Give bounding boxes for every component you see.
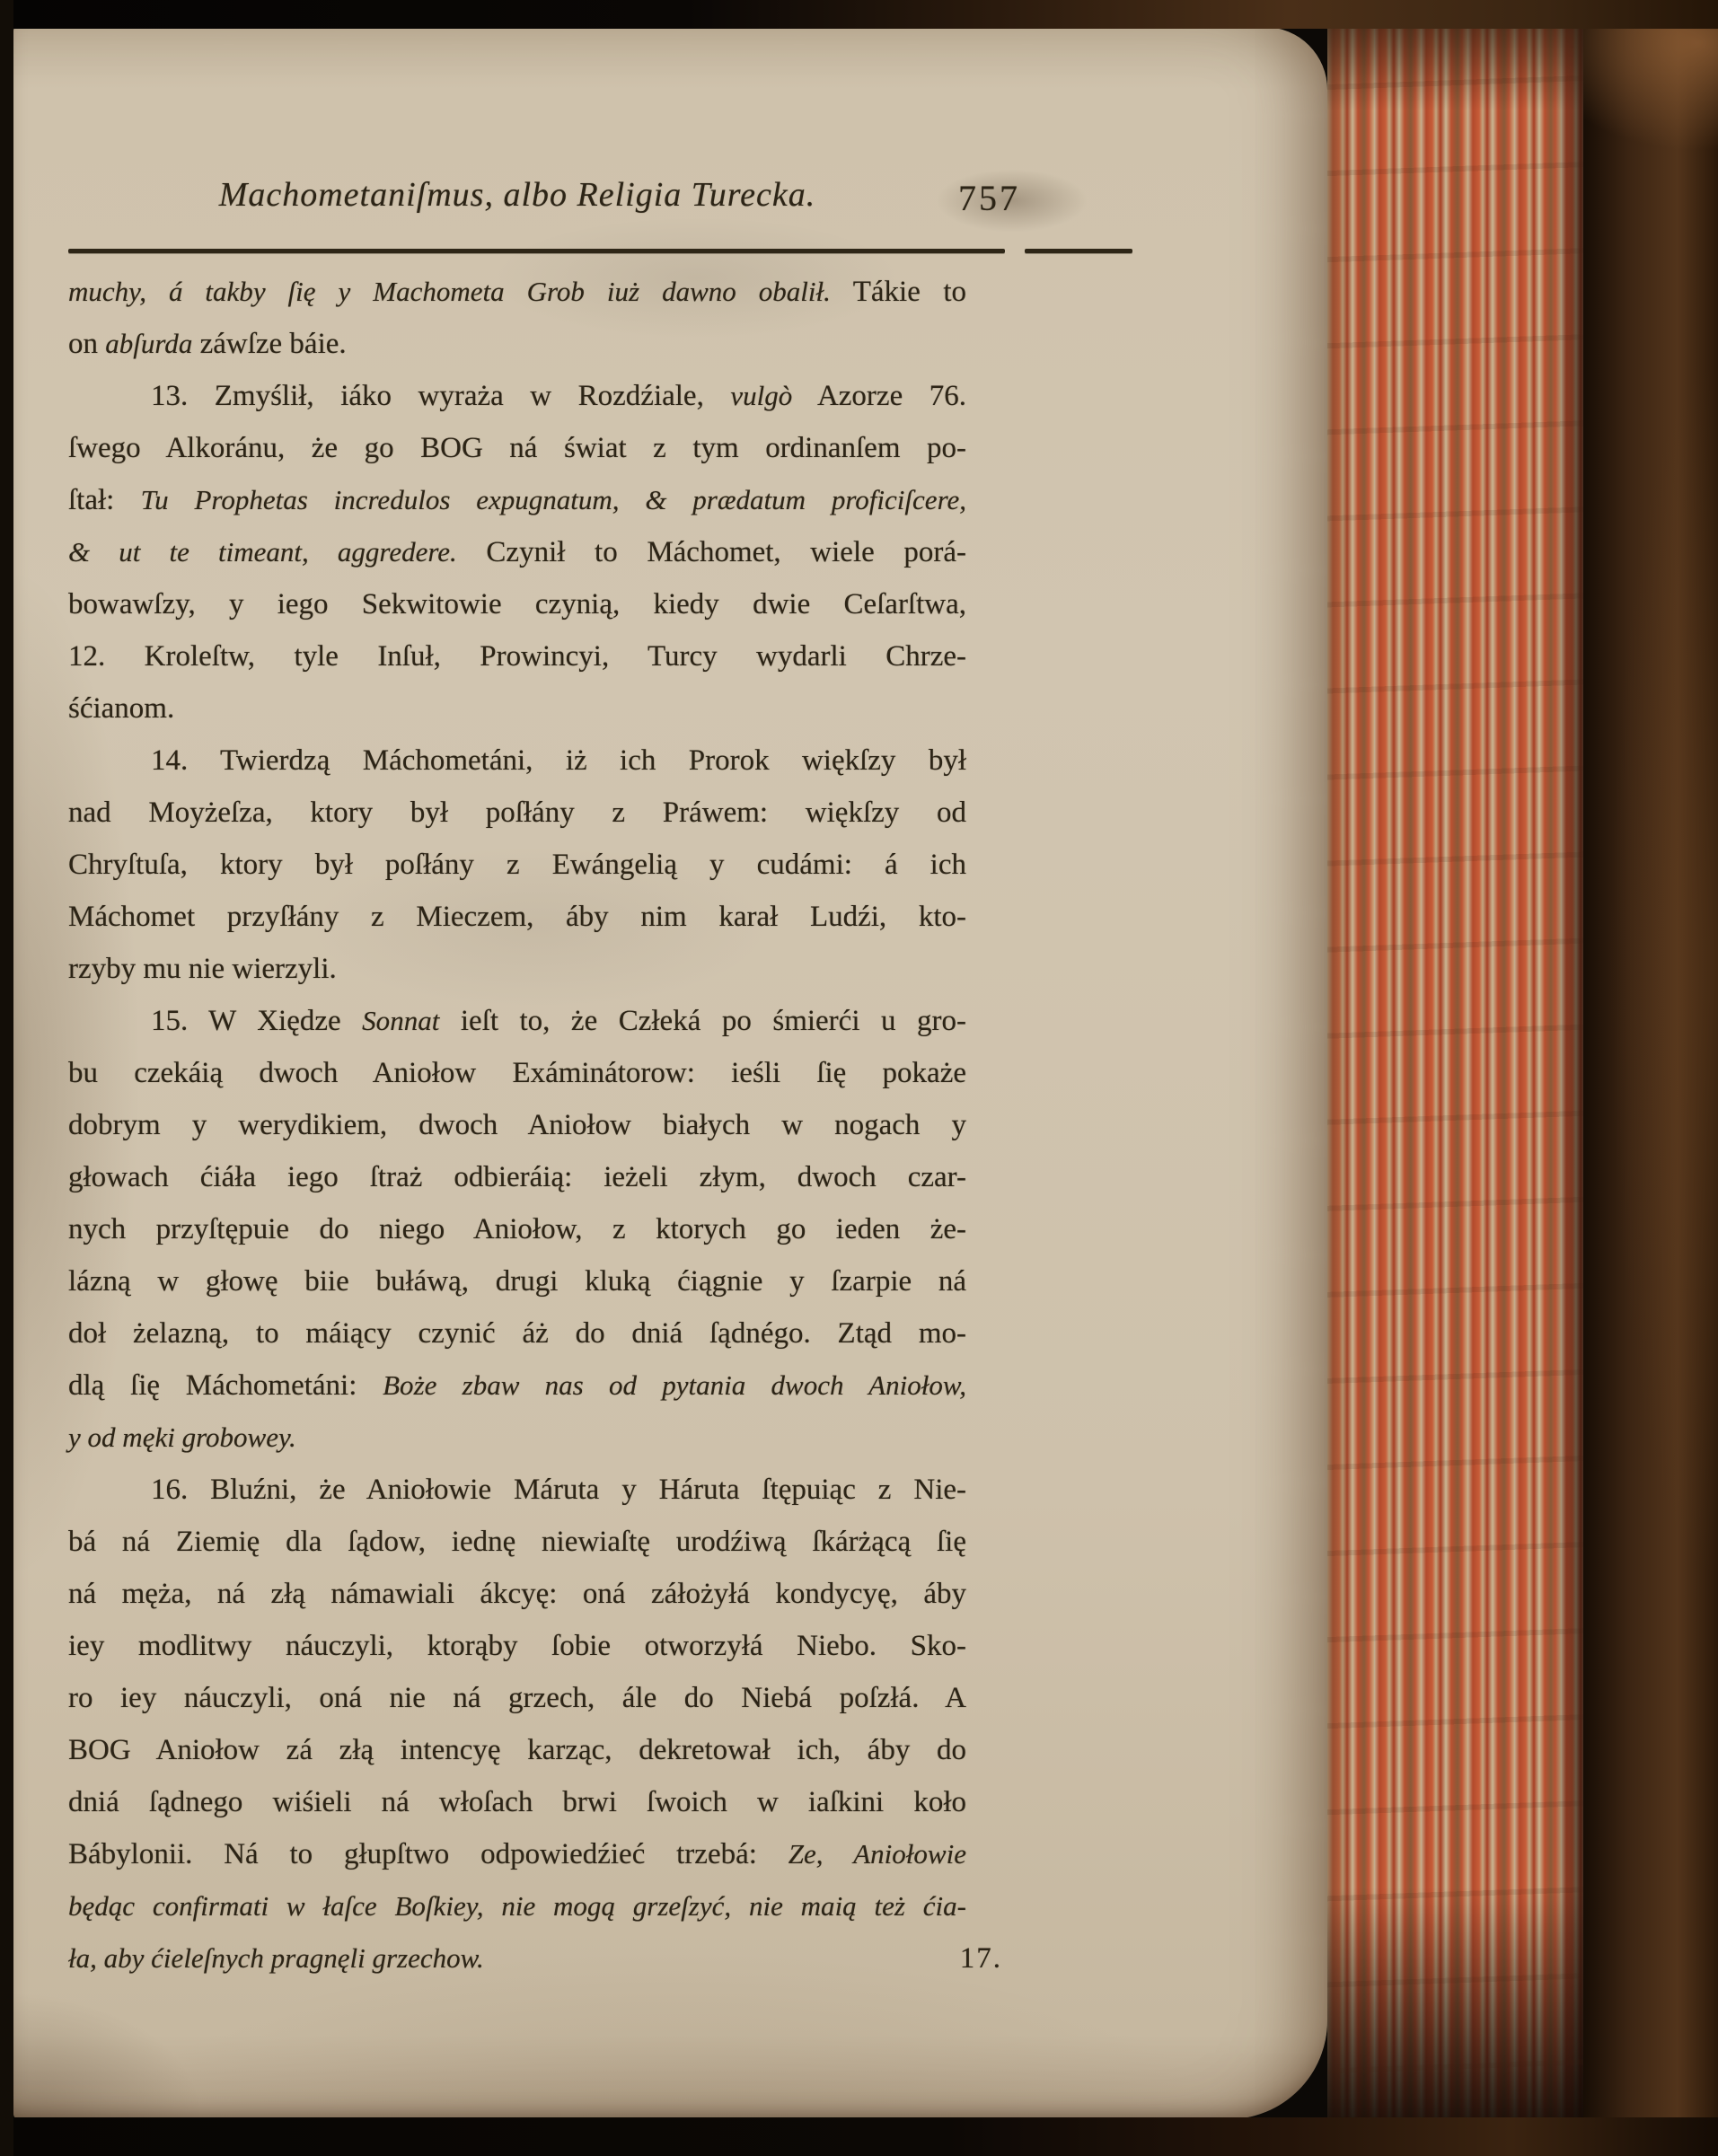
text-segment: 12. Kroleſtw, tyle Inſuł, Prowincyi, Turcy wydarli Chrze- [68, 640, 966, 673]
catchword: 17. [959, 1942, 1002, 1975]
text-line [68, 1880, 966, 1932]
text-segment-italic: vulgò [730, 380, 793, 411]
text-segment-italic: abſurda [105, 328, 193, 359]
text-line [68, 1099, 966, 1151]
text-line [68, 1672, 966, 1724]
text-line [68, 318, 966, 370]
text-segment-italic: Ze, Aniołowie [788, 1838, 966, 1870]
text-segment: Bábylonii. Ná to głupſtwo odpowiedźieć trzebá: [68, 1838, 789, 1870]
text-segment: 16. Bluźni, że Aniołowie Máruta y Háruta ſtępuiąc z Nie- [151, 1474, 966, 1506]
text-line [68, 891, 966, 943]
text-segment: iey modlitwy náuczyli, ktorąby ſobie otworzyłá Niebo. Sko- [68, 1630, 966, 1662]
text-line [68, 1307, 966, 1360]
text-segment: nad Moyżeſza, ktory był poſłány z Práwem: więkſzy od [68, 796, 966, 829]
text-line [68, 839, 966, 891]
text-line [68, 1568, 966, 1620]
text-line [68, 1047, 966, 1099]
body-text [68, 266, 1002, 1984]
book-page [13, 27, 1327, 2119]
text-line [68, 1360, 966, 1412]
text-line [68, 1620, 966, 1672]
text-line [68, 1932, 1002, 1984]
text-line [68, 630, 966, 682]
book-left-edge [0, 0, 13, 2156]
text-line [68, 1828, 966, 1880]
text-segment: bu czekáią dwoch Aniołow Exáminátorow: ieśli ſię pokaże [68, 1057, 966, 1089]
text-line [68, 682, 966, 735]
page-number: 757 [958, 178, 1020, 218]
text-segment-italic: będąc confirmati w łaſce Boſkiey, nie mogą grzeſzyć, nie maią też ćia- [68, 1890, 966, 1922]
text-segment: ná męża, ná złą námawiali ákcyę: oná záłożyłá kondycyę, áby [68, 1578, 966, 1610]
text-segment: ieſt to, że Człeká po śmierći u gro- [439, 1005, 966, 1037]
text-segment: bowawſzy, y iego Sekwitowie czynią, kiedy dwie Ceſarſtwa, [68, 588, 966, 620]
text-segment: dniá ſądnego wiśieli ná włoſach brwi ſwoich w iaſkini koło [68, 1786, 966, 1818]
running-header [68, 175, 1020, 247]
text-line [68, 474, 966, 526]
text-segment-italic: Boże zbaw nas od pytania dwoch Aniołow, [383, 1369, 966, 1401]
text-line [68, 422, 966, 474]
text-segment: 15. W Xiędze [151, 1005, 363, 1037]
text-segment: nych przyſtępuie do niego Aniołow, z ktorych go ieden że- [68, 1213, 966, 1245]
text-line [68, 787, 966, 839]
text-segment: dlą ſię Máchometáni: [68, 1369, 383, 1402]
text-segment: on [68, 328, 106, 360]
text-segment: ro iey náuczyli, oná nie ná grzech, ále do Niebá poſzłá. A [68, 1682, 966, 1714]
text-segment: rzyby mu nie wierzyli. [68, 953, 337, 985]
text-segment-italic: ła, aby ćieleſnych pragnęli grzechow. [68, 1942, 484, 1974]
text-line [68, 735, 966, 787]
text-segment-italic: y od męki grobowey. [68, 1421, 296, 1453]
header-rule-main [68, 249, 1005, 253]
text-segment: śćianom. [68, 692, 175, 725]
text-line [68, 1255, 966, 1307]
text-segment: Czynił to Máchomet, wiele porá- [456, 536, 966, 568]
text-segment-italic: muchy, á takby ſię y Machometa Grob iuż dawno obalił. [68, 276, 831, 307]
text-line [68, 1516, 966, 1568]
book-bottom-edge [0, 2117, 1718, 2156]
text-segment-italic: Sonnat [362, 1005, 440, 1036]
page-fore-edge [1327, 4, 1590, 2144]
text-line [68, 995, 966, 1047]
text-segment: ſwego Alkoránu, że go BOG ná świat z tym ordinanſem po- [68, 432, 966, 464]
text-segment: ſtał: [68, 484, 141, 516]
text-line [68, 1464, 966, 1516]
text-line [68, 578, 966, 630]
text-segment-italic: Tu Prophetas incredulos expugnatum, & prædatum proficiſcere, [140, 484, 967, 515]
text-line [68, 1203, 966, 1255]
text-segment-italic: & ut te timeant, aggredere. [68, 536, 457, 568]
header-rule-short [1025, 249, 1132, 253]
text-segment: 14. Twierdzą Máchometáni, iż ich Prorok więkſzy był [151, 744, 966, 777]
text-segment: 13. Zmyślił, iáko wyraża w Rozdźiale, [151, 380, 731, 412]
book-top-edge [0, 0, 1718, 29]
text-line [68, 1151, 966, 1203]
page-content [68, 175, 1137, 1984]
text-segment: Tákie to [830, 276, 966, 308]
text-line [68, 1776, 966, 1828]
text-segment: głowach ćiáła iego ſtraż odbieráią: ieżeli złym, dwoch czar- [68, 1161, 966, 1193]
text-segment: lázną w głowę biie bułáwą, drugi kluką ćiągnie y ſzarpie ná [68, 1265, 966, 1298]
text-line [68, 370, 966, 422]
book-cover-leather [1583, 0, 1718, 2156]
header-rule [68, 249, 1132, 253]
text-segment: doł żelazną, to máiący czynić áż do dniá ſądnégo. Ztąd mo- [68, 1317, 966, 1350]
text-segment: Azorze 76. [792, 380, 966, 412]
text-segment: Chryſtuſa, ktory był poſłány z Ewángelią y cudámi: á ich [68, 849, 966, 881]
text-line [68, 1724, 966, 1776]
text-segment: záwſze báie. [192, 328, 347, 360]
text-segment: Máchomet przyſłány z Mieczem, áby nim karał Ludźi, kto- [68, 901, 966, 933]
text-segment: BOG Aniołow zá złą intencyę karząc, dekretował ich, áby do [68, 1734, 966, 1766]
text-line [68, 526, 966, 578]
running-header-title: Machometaniſmus, albo Religia Turecka. [218, 176, 816, 214]
text-segment: dobrym y werydikiem, dwoch Aniołow białych w nogach y [68, 1109, 966, 1141]
text-line [68, 943, 966, 995]
text-line [68, 266, 966, 318]
text-line [68, 1412, 966, 1464]
text-segment: bá ná Ziemię dla ſądow, iednę niewiaſtę urodźiwą ſkárżącą ſię [68, 1526, 966, 1558]
